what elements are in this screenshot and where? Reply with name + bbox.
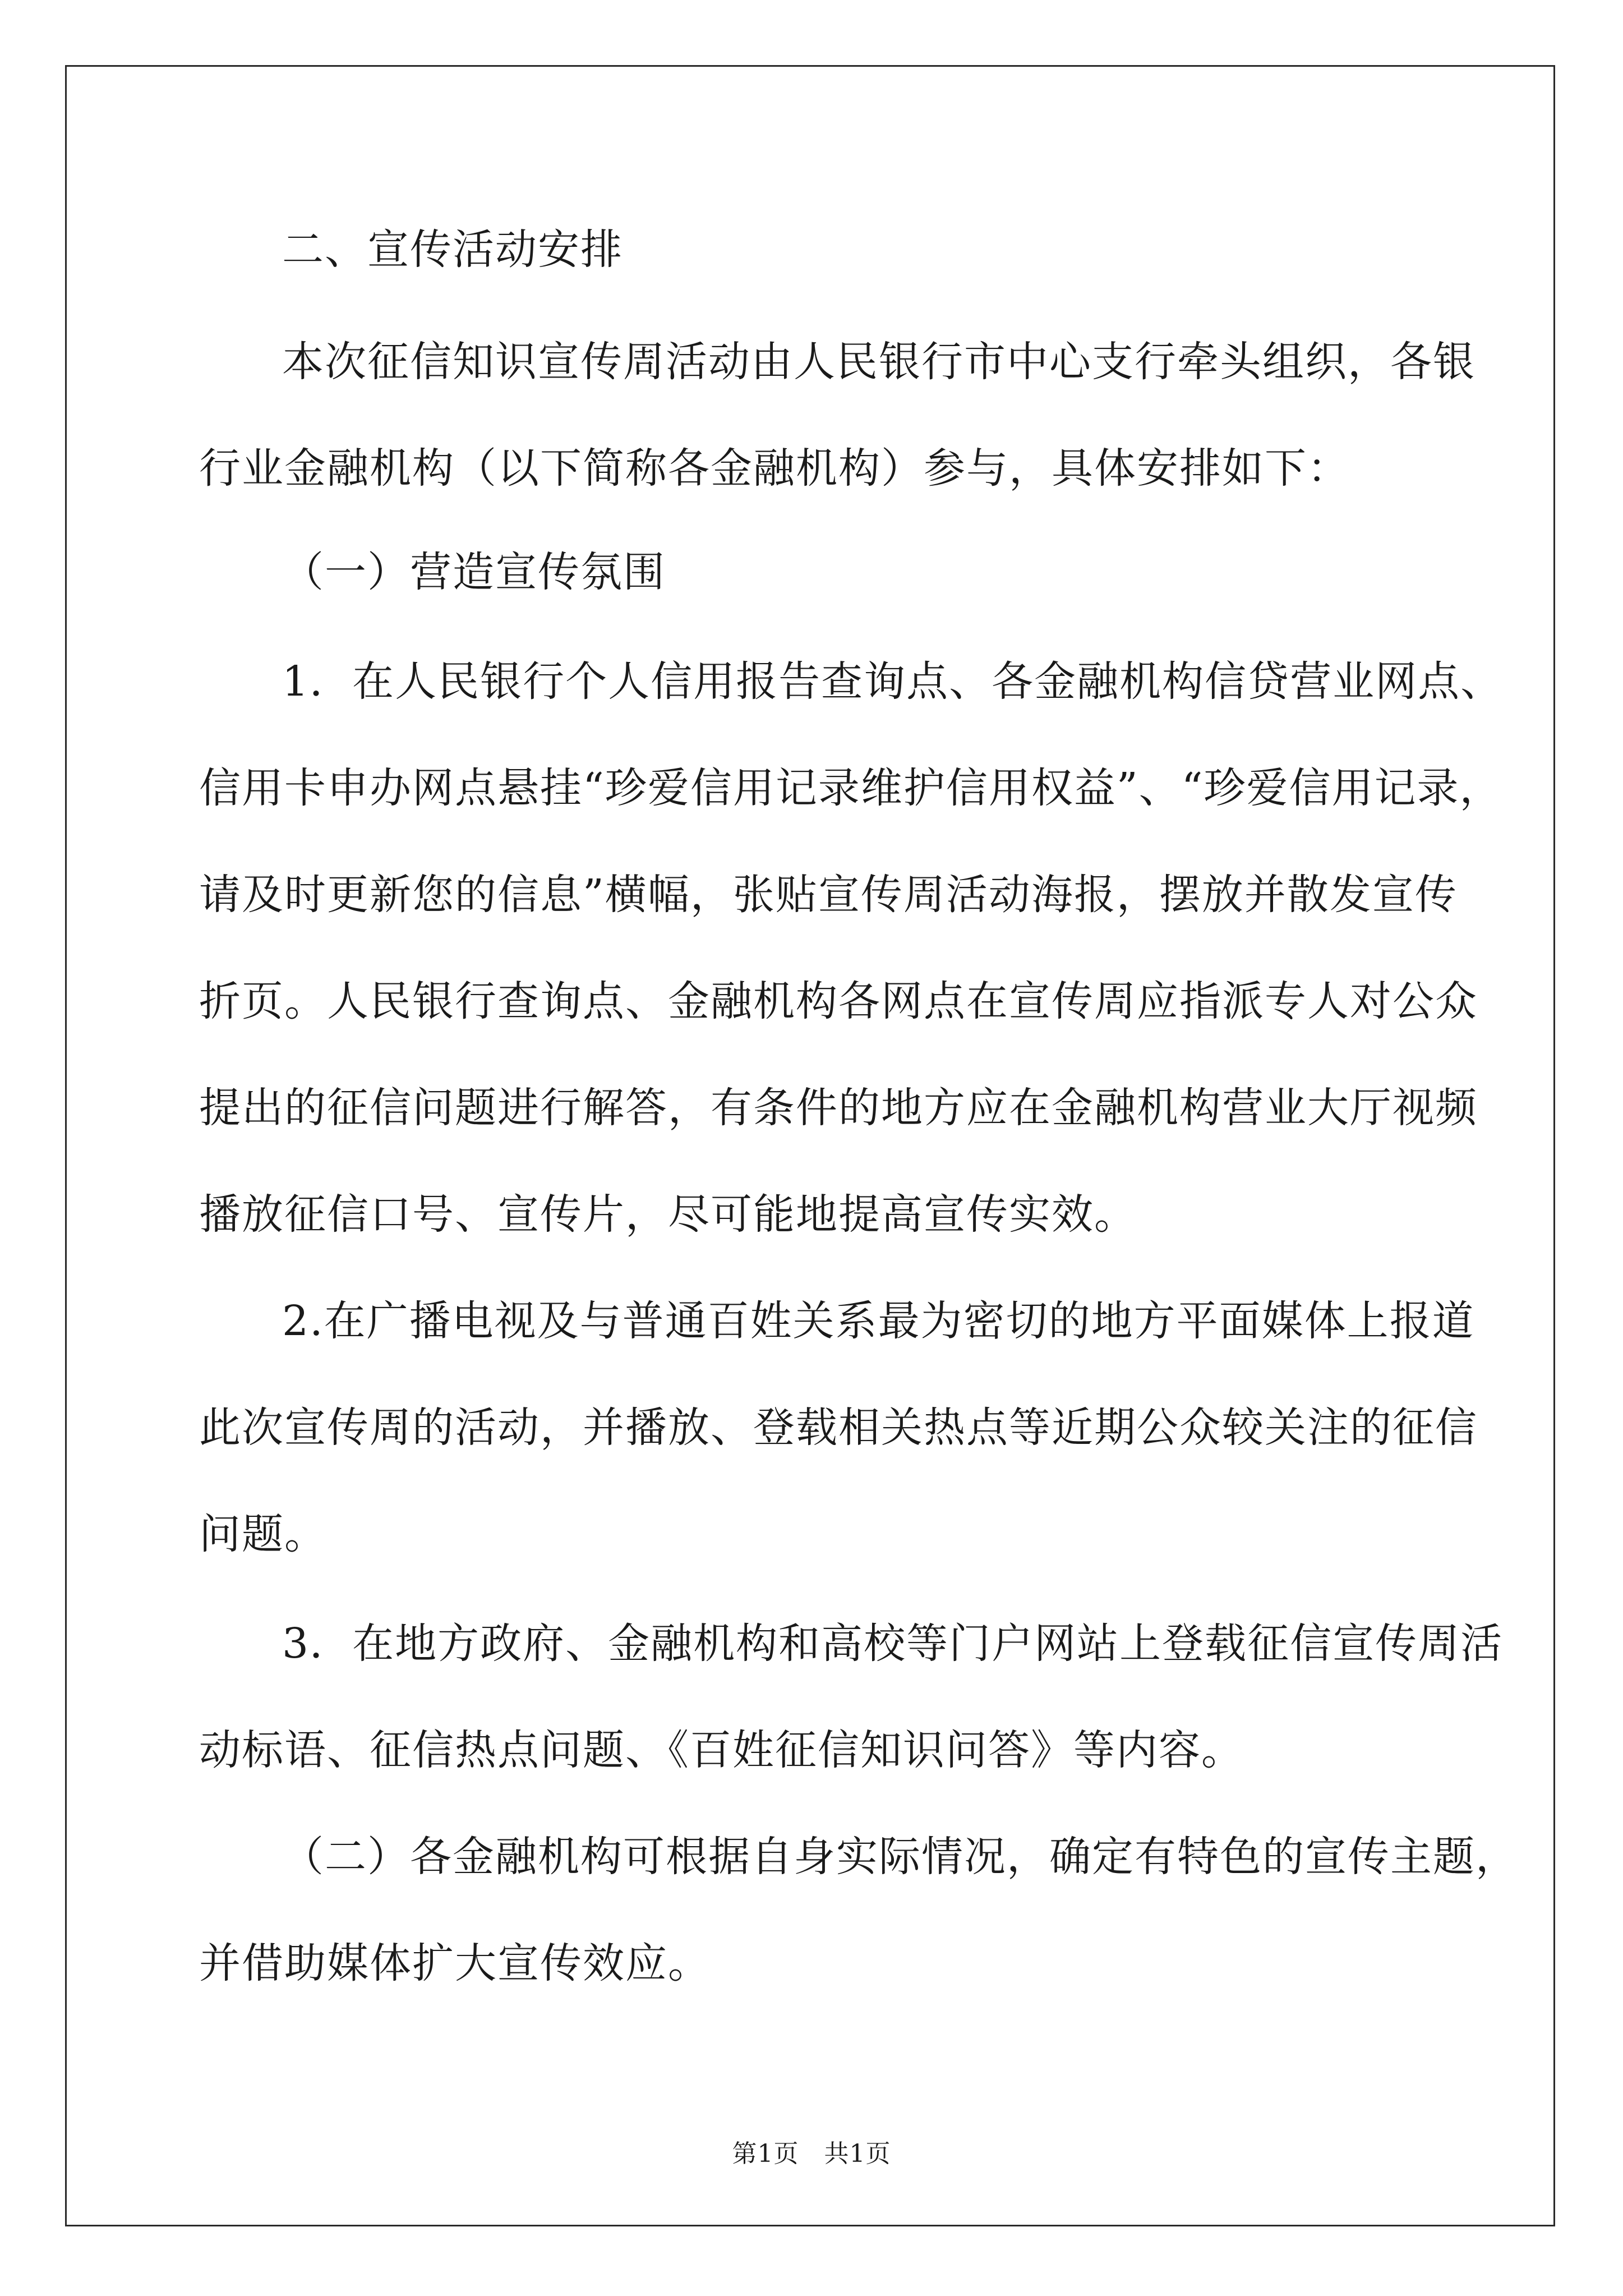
paragraph-line: 播放征信口号、宣传片，尽可能地提高宣传实效。 [199,1190,1137,1239]
page-number-footer: 第1页 共1页 [732,2139,891,2168]
paragraph-line: 提出的征信问题进行解答，有条件的地方应在金融机构营业大厅视频 [199,1084,1478,1132]
paragraph-line: 请及时更新您的信息”横幅，张贴宣传周活动海报，摆放并散发宣传 [199,871,1458,919]
paragraph-line: 折页。人民银行查询点、金融机构各网点在宣传周应指派专人对公众 [199,977,1478,1025]
paragraph-line: 信用卡申办网点悬挂“珍爱信用记录维护信用权益”、“珍爱信用记录， [199,764,1502,812]
subsection-heading: （一）营造宣传氛围 [282,548,666,596]
paragraph-line: 动标语、征信热点问题、《百姓征信知识问答》等内容。 [199,1726,1244,1774]
paragraph-line: 并借助媒体扩大宣传效应。 [199,1939,711,1987]
paragraph-line: 1．在人民银行个人信用报告查询点、各金融机构信贷营业网点、 [282,657,1504,706]
subsection-heading: （二）各金融机构可根据自身实际情况，确定有特色的宣传主题， [282,1833,1518,1881]
paragraph-line: 此次宣传周的活动，并播放、登载相关热点等近期公众较关注的征信 [199,1404,1478,1452]
paragraph-line: 2.在广播电视及与普通百姓关系最为密切的地方平面媒体上报道 [282,1297,1475,1345]
paragraph-line: 3．在地方政府、金融机构和高校等门户网站上登载征信宣传周活 [282,1619,1504,1668]
paragraph-line: 问题。 [199,1510,327,1558]
paragraph-line: 行业金融机构（以下简称各金融机构）参与，具体安排如下： [199,444,1350,493]
section-heading: 二、宣传活动安排 [282,226,623,274]
paragraph-line: 本次征信知识宣传周活动由人民银行市中心支行牵头组织，各银 [282,338,1476,386]
